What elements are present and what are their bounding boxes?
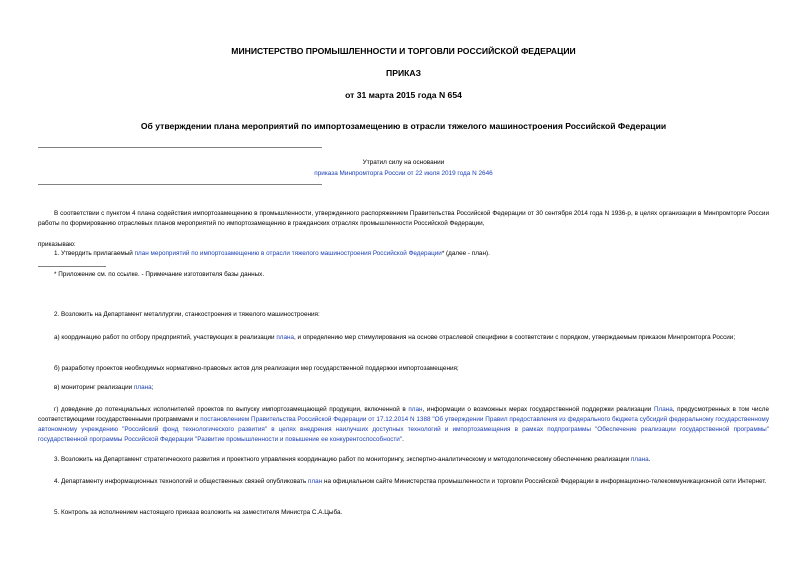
- item-2d: [38, 405, 769, 445]
- status-note-text: Утратил силу на основании: [362, 159, 445, 166]
- item-3-text-post: .: [648, 456, 651, 463]
- item-5: 5. Контроль за исполнением настоящего приказа возложить на заместителя Министра С.А.Цыба.: [54, 509, 343, 516]
- item-1: [54, 249, 490, 259]
- plan-link-3[interactable]: плана: [630, 456, 649, 463]
- item-3: [54, 455, 650, 465]
- item-2d-text-mid2: , предусмотренных в том числе соответствующими государственными программами и: [38, 406, 770, 423]
- item-2d-text-mid1: , информации о возможных мерах государственной поддержки реализации: [422, 406, 654, 413]
- plan-link-2a[interactable]: плана: [276, 334, 295, 341]
- item-2: 2. Возложить на Департамент металлургии, станкостроения и тяжелого машиностроения:: [54, 311, 320, 318]
- preamble-paragraph: В соответствии с пунктом 4 плана содействия импортозамещению в промышленности, утвержденного распоряжением Правительства Российской Федерации от 30 сентября 2014 года N 1936-р, в целях организации в Минпромторге России работы по формированию отраслевых планов мероприятий по импортозамещению в гражданских отраслях промышленности Российской Федерации,: [38, 210, 769, 227]
- footnote-divider: [38, 266, 106, 267]
- order-word: приказываю:: [38, 241, 76, 248]
- divider-top: [38, 147, 322, 148]
- item-1-text-post: * (далее - план).: [441, 250, 490, 257]
- divider-bottom: [38, 184, 322, 185]
- item-2d-text-post: .: [402, 436, 404, 443]
- item-2d-text-pre: г) доведение до потенциальных исполнителей проектов по выпуску импортозамещающей продукции, включенной в: [54, 406, 409, 413]
- government-resolution-link[interactable]: постановлением Правительства Российской Федерации от 17.12.2014 N 1388 "Об утверждении Правил предоставления из федерального бюджета субсидий федеральному государственному автономному учреждению "Российский фонд технологического развития" в целях внедрения наилучших доступных технологий и импортозамещения в рамках подпрограммы "Обеспечение реализации государственной программы" государственной программы Российской Федерации "Развитие промышленности и повышение ее конкурентоспособности": [38, 416, 769, 443]
- document-title: Об утверждении плана мероприятий по импортозамещению в отрасли тяжелого машиностроения Российской Федерации: [140, 121, 667, 131]
- plan-link[interactable]: план мероприятий по импортозамещению в отрасли тяжелого машиностроения Российской Федерации: [134, 250, 442, 257]
- item-2a-text-post: , и определению мер стимулирования на основе отраслевой специфики в соответствии с порядком, утверждаемым приказом Минпромторга России;: [294, 334, 736, 341]
- ministry-heading: МИНИСТЕРСТВО ПРОМЫШЛЕННОСТИ И ТОРГОВЛИ РОССИЙСКОЙ ФЕДЕРАЦИИ: [231, 46, 576, 56]
- date-number-heading: от 31 марта 2015 года N 654: [345, 90, 462, 100]
- plan-link-2d-capital[interactable]: Плана: [653, 406, 673, 413]
- item-2a: [38, 333, 769, 343]
- item-2c-text-post: ;: [151, 384, 154, 391]
- item-3-text-pre: 3. Возложить на Департамент стратегического развития и проектного управления координацию работ по мониторингу, экспертно-аналитическому и методологическому обеспечению реализации: [54, 456, 631, 463]
- item-2b: б) разработку проектов необходимых нормативно-правовых актов для реализации мер государственной поддержки импортозамещения;: [54, 365, 459, 372]
- item-1-text-pre: 1. Утвердить прилагаемый: [54, 250, 135, 257]
- plan-link-4[interactable]: план: [308, 478, 323, 485]
- footnote: * Приложение см. по ссылке. - Примечание изготовителя базы данных.: [54, 271, 265, 278]
- plan-link-2d[interactable]: план: [408, 406, 423, 413]
- plan-link-2c[interactable]: плана: [133, 384, 152, 391]
- doc-type-heading: ПРИКАЗ: [386, 68, 421, 78]
- repeal-order-link[interactable]: приказа Минпромторга России от 22 июля 2019 года N 2646: [314, 170, 493, 177]
- item-4-text-pre: 4. Департаменту информационных технологий и общественных связей опубликовать: [54, 478, 309, 485]
- status-note-link-row: [0, 170, 807, 177]
- item-4: [38, 477, 769, 487]
- item-4-text-post: на официальном сайте Министерства промышленности и торговли Российской Федерации в информационно-телекоммуникационной сети Интернет.: [322, 478, 767, 485]
- item-2a-text-pre: а) координацию работ по отбору предприятий, участвующих в реализации: [54, 334, 277, 341]
- item-2c: [54, 383, 153, 393]
- item-2c-text-pre: в) мониторинг реализации: [54, 384, 134, 391]
